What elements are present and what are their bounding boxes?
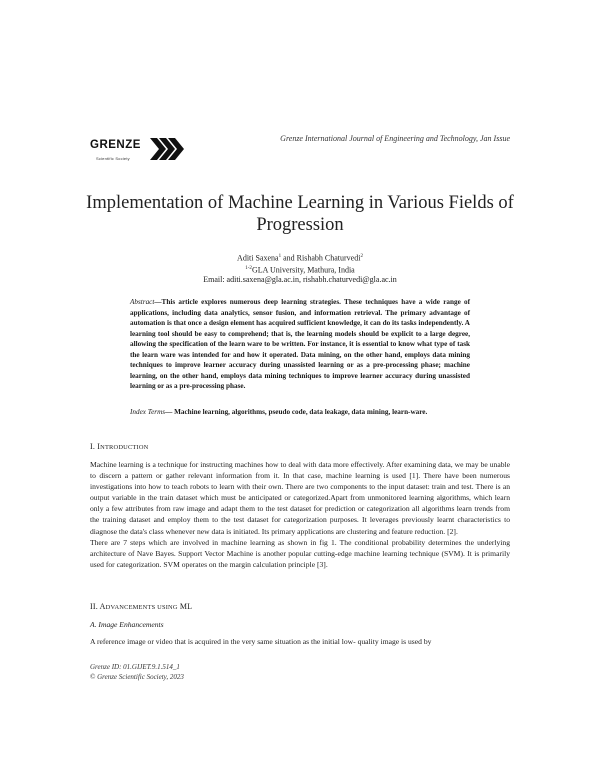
grenze-id: Grenze ID: 01.GIJET.9.1.514_1 [90,663,180,671]
logo-wordmark: GRENZE [90,139,141,151]
author-and: and [281,253,297,263]
subsection-heading-image-enhancements: A. Image Enhancements [90,620,164,629]
copyright: © Grenze Scientific Society, 2023 [90,673,184,681]
index-terms-label: Index Terms [130,408,166,416]
author-2-sup: 2 [360,254,363,259]
author-email: Email: aditi.saxena@gla.ac.in, rishabh.chaturvedi@gla.ac.in [203,275,397,285]
affiliation [70,264,530,276]
paragraph: There are 7 steps which are involved in machine learning as shown in fig 1. The conditional probability determines the underlying architecture of Nave Bayes. Support Vector Machine is another popular cutting-edge machine learning technique (SVM). It is primarily used for categorization. SVM operates on the margin calculation principle [3]. [90,537,510,569]
introduction-body [90,459,510,570]
author-1-sup: 1 [278,254,282,259]
journal-header: Grenze International Journal of Engineering and Technology, Jan Issue [280,134,510,143]
abstract-text: —This article explores numerous deep learning strategies. These techniques have a wide range of applications, including data analytics, sensor fusion, and information retrieval. The primary advantage of automation is that once a design element has acquired sufficient knowledge, it can do its tasks independently. A learning tool should be easy to comprehend; that is, the learning models should be explicit to a large degree, allowing the specification of the learn ware to be written. For instance, it is essential to know what type of task the learn ware was intended for and how it operated. Data mining, on the other hand, employs data mining techniques to improve learner accuracy during unassisted learning or as a pre-processing phase; machine learning, on the other hand, employs data mining techniques to improve learner accuracy during unassisted learning or as a pre-processing phase. [130,298,470,391]
section-2-title-end: ML [177,602,193,611]
author-1: Aditi Saxena [237,253,279,263]
author-block [70,252,530,285]
grenze-logo [90,134,190,166]
index-terms-text: — Machine learning, algorithms, pseudo code, data leakage, data mining, learn-ware. [165,408,428,416]
affiliation-sup: 1-2 [245,265,252,271]
abstract [130,297,470,392]
section-heading-introduction [90,442,149,451]
abstract-label: Abstract [130,298,155,306]
section-2-title: DVANCEMENTS USING [105,604,178,611]
section-1-title: NTRODUCTION [100,444,149,451]
affiliation-text: GLA University, Mathura, India [251,265,355,275]
author-names [70,252,530,264]
section-1-number: I. I [90,442,101,451]
paragraph: Machine learning is a technique for instructing machines how to deal with data more effectively. After examining data, we may be unable to discern a pattern or gather relevant information from it. In that case, machine learning is used [1]. There have been numerous investigations into how to teach robots to learn with their own. There are two components to the input dataset: train and test. There is an output variable in the train dataset which must be anticipated or categorized.Apart from unmonitored learning algorithms, which learn only a few attributes from raw image and adapt them to the test dataset for prediction or categorization all algorithms learn trends from the training dataset and employ them to the test dataset for categorization purposes. It leverages previously learnt characteristics to diagnose the data's class whenever new data is initiated. Its primary applications are clustering and feature reduction. [2]. [90,460,510,536]
index-terms [130,407,470,418]
section-2-number: II. A [90,602,106,611]
logo-tagline: Scientific Society [96,156,130,161]
page-footer [90,662,184,682]
section-heading-advancements [90,602,192,611]
author-2: Rishabh Chaturvedi [296,253,361,263]
paper-title: Implementation of Machine Learning in Various Fields of Progression [86,193,514,235]
logo-chevrons-icon [150,136,190,162]
image-enhancements-body: A reference image or video that is acquired in the very same situation as the initial low- quality image is used by [90,637,432,646]
